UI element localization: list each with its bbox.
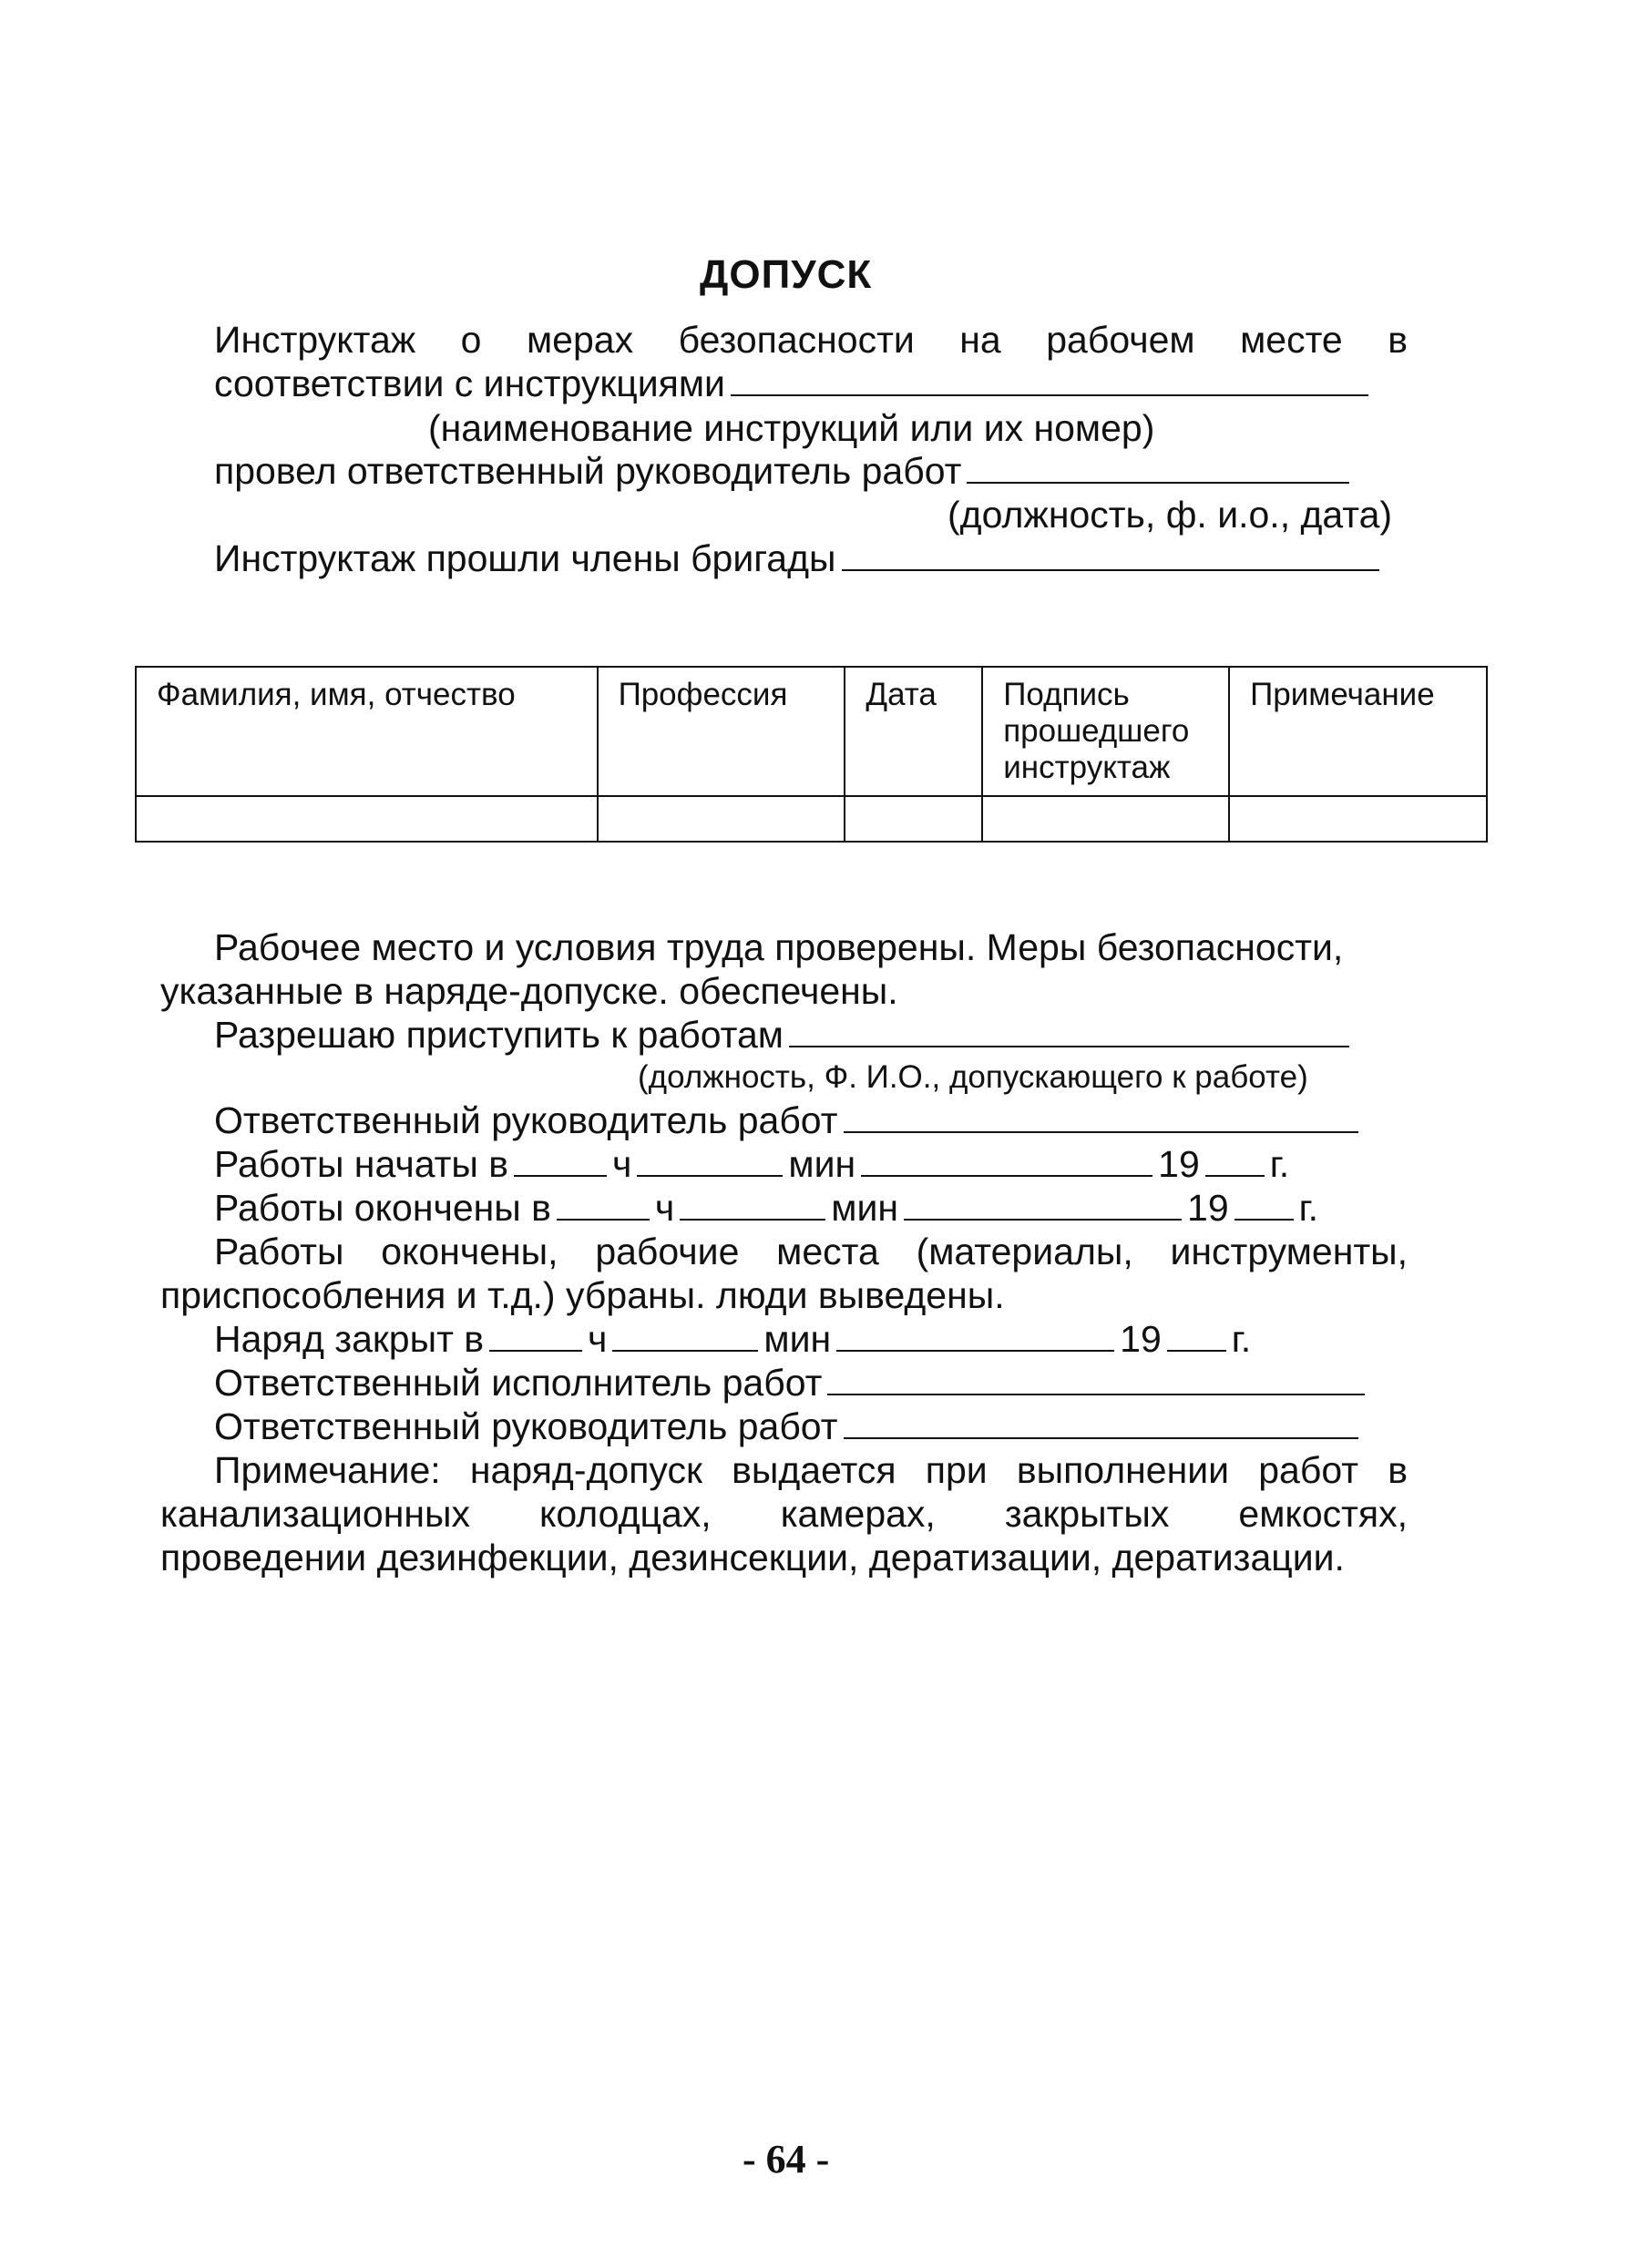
responsible-manager-line-1: [214, 1099, 1364, 1141]
end-year-prefix: 19: [1187, 1187, 1229, 1229]
table-row: [136, 796, 1487, 842]
closed-year-suffix: г.: [1231, 1318, 1252, 1360]
closed-date-field[interactable]: [836, 1321, 1114, 1352]
page-number: - 64 -: [743, 2137, 830, 2181]
end-minute-field[interactable]: [680, 1190, 825, 1221]
closed-line: [214, 1318, 1251, 1360]
col-header-signature: Подпись прошедшего инструктаж: [982, 667, 1229, 796]
closed-hour-field[interactable]: [489, 1321, 582, 1352]
col-header-date: Дата: [845, 667, 982, 796]
document-title: ДОПУСК: [700, 252, 873, 297]
briefing-line-3: [214, 450, 1355, 492]
closed-minute-label: мин: [763, 1318, 832, 1360]
closed-year-prefix: 19: [1120, 1318, 1162, 1360]
cell-note[interactable]: [1229, 796, 1487, 842]
start-year-suffix: г.: [1269, 1143, 1290, 1185]
start-year-field[interactable]: [1205, 1146, 1265, 1177]
briefing-hint-2: (должность, ф. и.о., дата): [948, 494, 1393, 536]
responsible-manager-field-1[interactable]: [844, 1102, 1358, 1133]
closed-minute-field[interactable]: [612, 1321, 758, 1352]
responsible-executor-line: [214, 1362, 1370, 1404]
work-started-text: Работы начаты в: [214, 1143, 509, 1185]
start-minute-label: мин: [788, 1143, 856, 1185]
briefing-hint-1: (наименование инструкций или их номер): [428, 407, 1155, 449]
closed-hour-label: ч: [588, 1318, 608, 1360]
col-header-note: Примечание: [1229, 667, 1487, 796]
brigade-members-field[interactable]: [842, 540, 1379, 571]
cell-profession[interactable]: [598, 796, 845, 842]
briefing-line-1: Инструктаж о мерах безопасности на рабочем месте в: [214, 319, 1408, 361]
start-year-prefix: 19: [1158, 1143, 1200, 1185]
col-header-profession: Профессия: [598, 667, 845, 796]
work-ended-text: Работы окончены в: [214, 1187, 551, 1229]
responsible-manager-text-2: Ответственный руководитель работ: [214, 1405, 838, 1447]
permit-para-1-line-1: Рабочее место и условия труда проверены. Меры безопасности,: [214, 926, 1344, 968]
end-year-field[interactable]: [1234, 1190, 1294, 1221]
allow-line: [214, 1014, 1355, 1056]
note-line-1: Примечание: наряд-допуск выдается при выполнении работ в: [214, 1449, 1408, 1491]
briefing-line-2: [214, 363, 1374, 404]
end-year-suffix: г.: [1298, 1187, 1318, 1229]
start-date-field[interactable]: [861, 1146, 1152, 1177]
cell-date[interactable]: [845, 796, 982, 842]
start-hour-label: ч: [612, 1143, 632, 1185]
start-minute-field[interactable]: [637, 1146, 783, 1177]
allow-field[interactable]: [789, 1017, 1349, 1047]
responsible-manager-field-2[interactable]: [844, 1408, 1358, 1439]
note-line-2: канализационных колодцах, камерах, закрытых емкостях,: [160, 1493, 1408, 1535]
responsible-executor-text: Ответственный исполнитель работ: [214, 1362, 823, 1404]
manager-briefing-field[interactable]: [967, 453, 1349, 484]
briefing-table: [135, 666, 1488, 843]
allow-hint: (должность, Ф. И.О., допускающего к работе): [638, 1059, 1308, 1095]
instructions-field[interactable]: [731, 365, 1368, 396]
work-ended-line: [214, 1187, 1318, 1229]
closed-text: Наряд закрыт в: [214, 1318, 485, 1360]
note-line-3: проведении дезинфекции, дезинсекции, дератизации, дератизации.: [160, 1537, 1345, 1578]
col-header-name: Фамилия, имя, отчество: [136, 667, 598, 796]
briefing-line-2-text: соответствии с инструкциями: [214, 363, 725, 404]
cell-signature[interactable]: [982, 796, 1229, 842]
end-hour-field[interactable]: [557, 1190, 650, 1221]
closed-year-field[interactable]: [1167, 1321, 1226, 1352]
finished-line-1: Работы окончены, рабочие места (материалы, инструменты,: [214, 1231, 1408, 1272]
responsible-manager-text-1: Ответственный руководитель работ: [214, 1099, 838, 1141]
briefing-line-4-text: Инструктаж прошли члены бригады: [214, 537, 836, 579]
work-started-line: [214, 1143, 1289, 1185]
end-date-field[interactable]: [904, 1190, 1182, 1221]
finished-line-2: приспособления и т.д.) убраны. люди выведены.: [160, 1274, 1005, 1316]
table-header-row: [136, 667, 1487, 796]
briefing-line-3-text: провел ответственный руководитель работ: [214, 450, 962, 492]
end-hour-label: ч: [654, 1187, 675, 1229]
responsible-manager-line-2: [214, 1405, 1364, 1447]
cell-name[interactable]: [136, 796, 598, 842]
start-hour-field[interactable]: [514, 1146, 607, 1177]
responsible-executor-field[interactable]: [827, 1364, 1365, 1395]
permit-para-1-line-2: указанные в наряде-допуске. обеспечены.: [160, 970, 898, 1012]
end-minute-label: мин: [831, 1187, 899, 1229]
briefing-line-4: [214, 537, 1385, 579]
allow-text: Разрешаю приступить к работам: [214, 1014, 784, 1056]
